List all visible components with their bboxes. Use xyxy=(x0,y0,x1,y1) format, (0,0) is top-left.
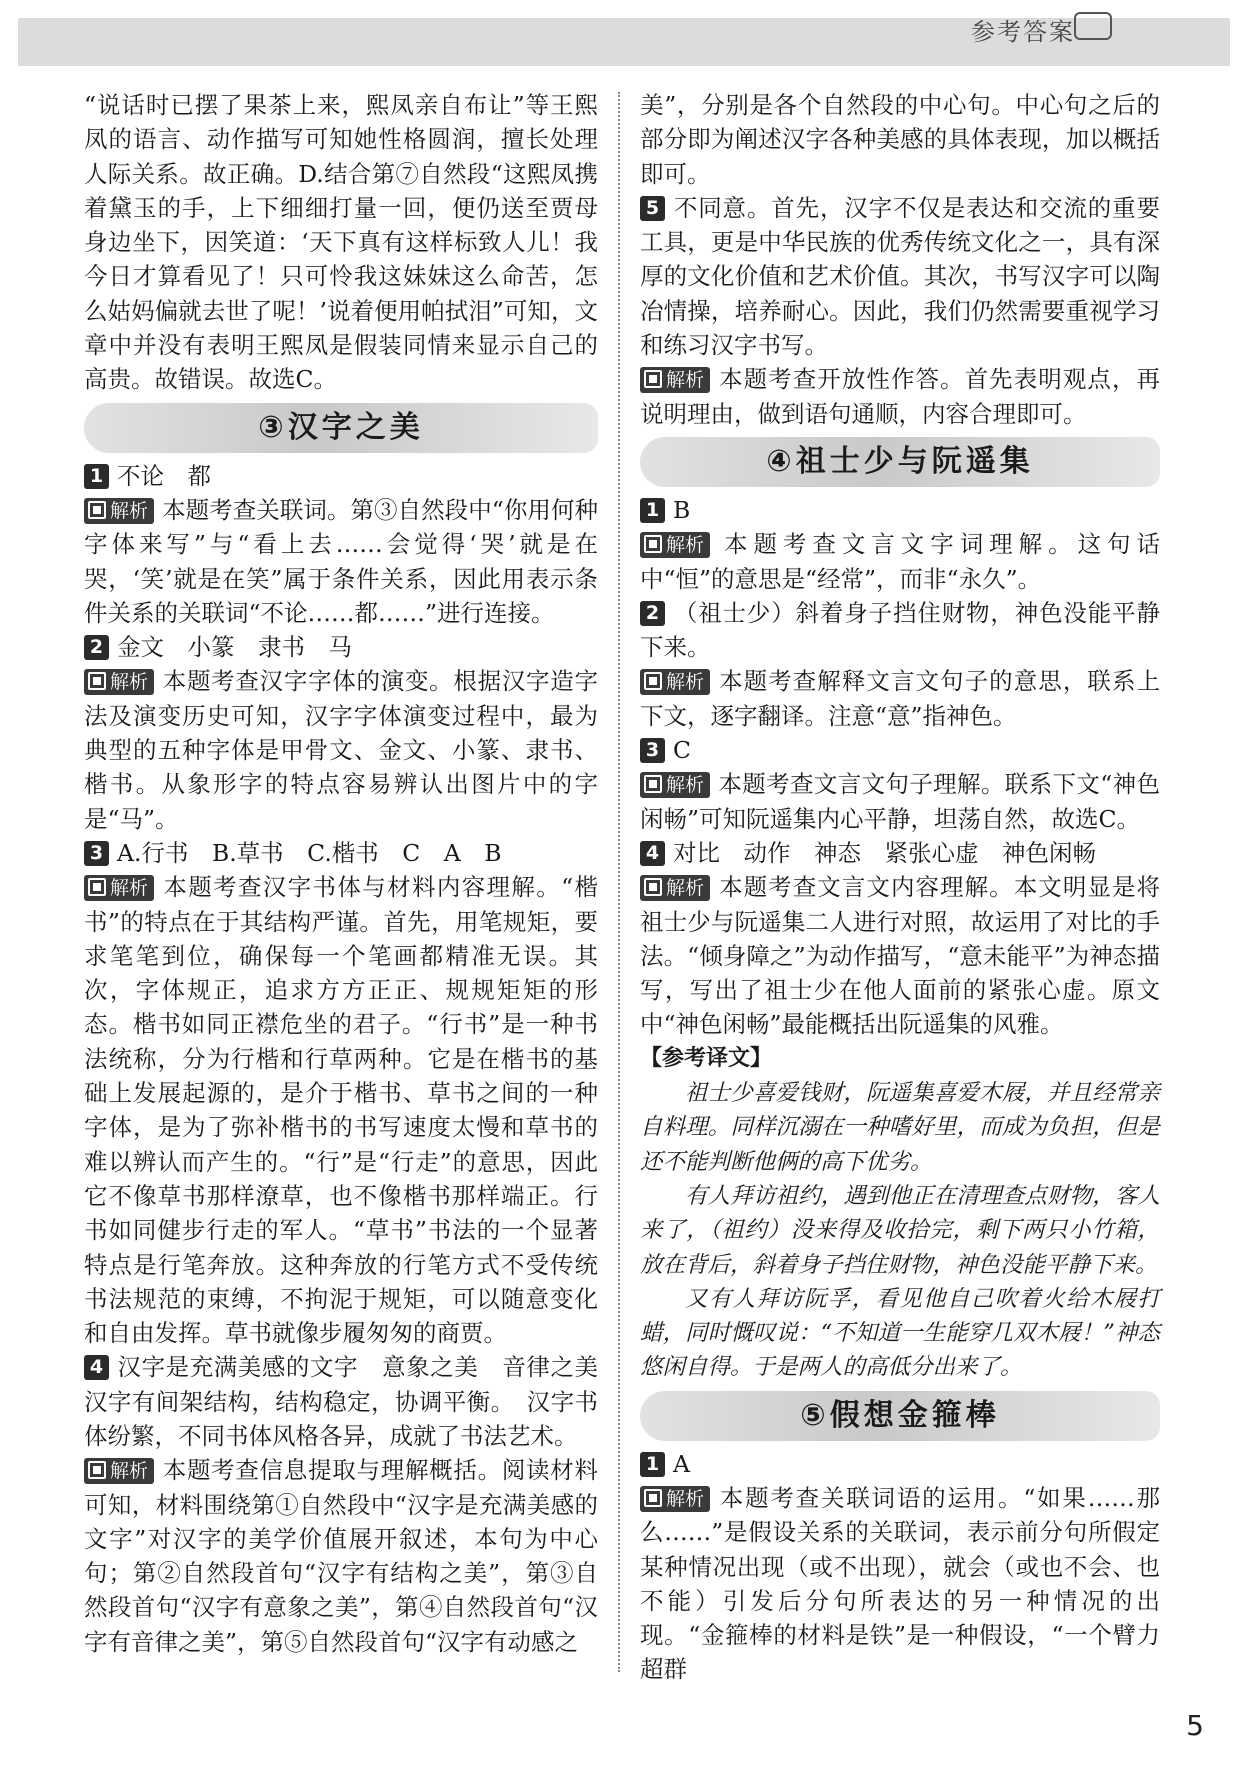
s5-q1-number: 1 xyxy=(640,1452,665,1477)
analysis-tag: 解析 xyxy=(84,1458,154,1484)
reference-translation-heading: 【参考译文】 xyxy=(640,1045,773,1071)
section-4-title: ④祖士少与阮遥集 xyxy=(640,437,1160,487)
s5-q1-answer: 1 A xyxy=(640,1447,1160,1481)
q3-answer: 3 A.行书 B.草书 C.楷书 C A B xyxy=(84,836,598,870)
analysis-icon xyxy=(644,672,662,690)
analysis-icon xyxy=(644,878,662,896)
s4-q1-number: 1 xyxy=(640,498,665,523)
s4-q3-number: 3 xyxy=(640,738,665,763)
page-number: 5 xyxy=(1186,1709,1204,1742)
s4-q1-answer: 1 B xyxy=(640,493,1160,527)
right-column xyxy=(640,88,1160,1687)
analysis-tag: 解析 xyxy=(84,498,154,524)
q4-analysis: 解析 本题考查信息提取与理解概括。阅读材料可知，材料围绕第①自然段中“汉字是充满美感的文字”对汉字的美学价值展开叙述，本句为中心句；第②自然段首句“汉字有结构之美”，第③自然段首句“汉字有意象之美”，第④自然段首句“汉字有音律之美”，第⑤自然段首句“汉字有动感之 xyxy=(84,1456,598,1656)
header-label: 参考答案 xyxy=(971,18,1075,46)
s4-q2-answer: 2 （祖士少）斜着身子挡住财物，神色没能平静下来。 xyxy=(640,598,1160,662)
s4-q2-number: 2 xyxy=(640,601,665,626)
intro-paragraph: “说话时已摆了果茶上来，熙凤亲自布让”等王熙凤的语言、动作描写可知她性格圆润，擅长处理人际关系。故正确。D.结合第⑦自然段“这熙凤携着黛玉的手，上下细细打量一回，便仍送至贾母身边坐下，因笑道：‘天下真有这样标致人儿！我今日才算看见了！只可怜我这妹妹这么命苦，怎么姑妈偏就去世了呢！’说着便用帕拭泪”可知，文章中并没有表明王熙凤是假装同情来显示自己的高贵。故错误。故选C。 xyxy=(84,91,598,394)
analysis-tag: 解析 xyxy=(640,772,710,798)
analysis-icon xyxy=(88,878,106,896)
q3-number: 3 xyxy=(84,841,109,866)
q2-answer: 2 金文 小篆 隶书 马 xyxy=(84,630,598,664)
q4-answer: 4 汉字是充满美感的文字 意象之美 音律之美 汉字有间架结构，结构稳定，协调平衡。 汉字书体纷繁，不同书体风格各异，成就了书法艺术。 xyxy=(84,1353,622,1450)
s4-q1-analysis: 解析 本题考查文言文字词理解。这句话中“恒”的意思是“经常”，而非“永久”。 xyxy=(640,530,1160,593)
header-badge-icon xyxy=(1074,12,1112,40)
column-divider xyxy=(618,92,620,1672)
analysis-tag: 解析 xyxy=(84,669,154,695)
s5-q1-analysis: 解析 本题考查关联词语的运用。“如果……那么……”是假设关系的关联词，表示前分句所假定某种情况出现（或不出现），就会（或也不会、也不能）引发后分句所表达的另一种情况的出现。“金箍棒的材料是铁”是一种假设，“一个臂力超群 xyxy=(640,1483,1160,1684)
analysis-icon xyxy=(644,370,662,388)
translation-paragraph-3: 又有人拜访阮孚，看见他自己吹着火给木屐打蜡，同时慨叹说：“不知道一生能穿几双木屐！”神态悠闲自得。于是两人的高低分出来了。 xyxy=(640,1285,1160,1381)
section-3-title: ③汉字之美 xyxy=(84,403,598,453)
q2-number: 2 xyxy=(84,635,109,660)
analysis-icon xyxy=(88,1461,106,1479)
analysis-tag: 解析 xyxy=(640,669,710,695)
q1-analysis: 解析 本题考查关联词。第③自然段中“你用何种字体来写”与“看上去……会觉得‘哭’就是在哭，‘笑’就是在笑”属于条件关系，因此用表示条件关系的关联词“不论……都……”进行连接。 xyxy=(84,495,598,627)
s4-q4-answer: 4 对比 动作 神态 紧张心虚 神色闲畅 xyxy=(640,836,1160,870)
translation-paragraph-2: 有人拜访祖约，遇到他正在清理查点财物，客人来了，（祖约）没来得及收拾完，剩下两只小竹箱，放在背后，斜着身子挡住财物，神色没能平静下来。 xyxy=(640,1182,1160,1278)
q3-analysis: 解析 本题考查汉字书体与材料内容理解。“楷书”的特点在于其结构严谨。首先，用笔规矩，要求笔笔到位，确保每一个笔画都精准无误。其次，字体规正，追求方方正正、规规矩矩的形态。楷书如同正襟危坐的君子。“行书”是一种书法统称，分为行楷和行草两种。它是在楷书的基础上发展起源的，是介于楷书、草书之间的一种字体，是为了弥补楷书的书写速度太慢和草书的难以辨认而产生的。“行”是“行走”的意思，因此它不像草书那样潦草，也不像楷书那样端正。行书如同健步行走的军人。“草书”书法的一个显著特点是行笔奔放。这种奔放的行笔方式不受传统书法规范的束缚，不拘泥于规矩，可以随意变化和自由发挥。草书就像步履匆匆的商贾。 xyxy=(84,873,598,1348)
analysis-icon xyxy=(644,1489,662,1507)
q1-number: 1 xyxy=(84,464,109,489)
s4-q3-analysis: 解析 本题考查文言文句子理解。联系下文“神色闲畅”可知阮遥集内心平静，坦荡自然，故选C。 xyxy=(640,770,1160,833)
q5-number: 5 xyxy=(640,196,665,221)
translation-paragraph-1: 祖士少喜爱钱财，阮遥集喜爱木屐，并且经常亲自料理。同样沉溺在一种嗜好里，而成为负担，但是还不能判断他俩的高下优劣。 xyxy=(640,1080,1160,1175)
q5-analysis: 解析 本题考查开放性作答。首先表明观点，再说明理由，做到语句通顺，内容合理即可。 xyxy=(640,365,1160,428)
s4-q2-analysis: 解析 本题考查解释文言文句子的意思，联系上下文，逐字翻译。注意“意”指神色。 xyxy=(640,667,1160,730)
analysis-icon xyxy=(644,535,662,553)
left-column xyxy=(84,88,622,1659)
analysis-tag: 解析 xyxy=(84,875,154,901)
section-5-title: ⑤假想金箍棒 xyxy=(640,1391,1160,1441)
analysis-tag: 解析 xyxy=(640,1486,710,1512)
s4-q4-analysis: 解析 本题考查文言文内容理解。本文明显是将祖士少与阮遥集二人进行对照，故运用了对比的手法。“倾身障之”为动作描写，“意未能平”为神态描写，写出了祖士少在他人面前的紧张心虚。原文中“神色闲畅”最能概括出阮遥集的风雅。 xyxy=(640,873,1160,1039)
analysis-tag: 解析 xyxy=(640,367,710,393)
analysis-tag: 解析 xyxy=(640,532,710,558)
s4-q3-answer: 3 C xyxy=(640,733,1160,767)
q5-answer: 5 不同意。首先，汉字不仅是表达和交流的重要工具，更是中华民族的优秀传统文化之一，具有深厚的文化价值和艺术价值。其次，书写汉字可以陶冶情操，培养耐心。因此，我们仍然需要重视学习和练习汉字书写。 xyxy=(640,193,1160,360)
q4-number: 4 xyxy=(84,1355,109,1380)
analysis-icon xyxy=(88,672,106,690)
s4-q4-number: 4 xyxy=(640,841,665,866)
analysis-icon xyxy=(644,775,662,793)
q1-answer: 1 不论 都 xyxy=(84,459,598,493)
continued-paragraph: 美”，分别是各个自然段的中心句。中心句之后的部分即为阐述汉字各种美感的具体表现，加以概括即可。 xyxy=(640,91,1160,188)
analysis-tag: 解析 xyxy=(640,875,710,901)
q2-analysis: 解析 本题考查汉字字体的演变。根据汉字造字法及演变历史可知，汉字字体演变过程中，最为典型的五种字体是甲骨文、金文、小篆、隶书、楷书。从象形字的特点容易辨认出图片中的字是“马”。 xyxy=(84,667,598,833)
page-header-bar xyxy=(18,18,1230,66)
analysis-icon xyxy=(88,501,106,519)
